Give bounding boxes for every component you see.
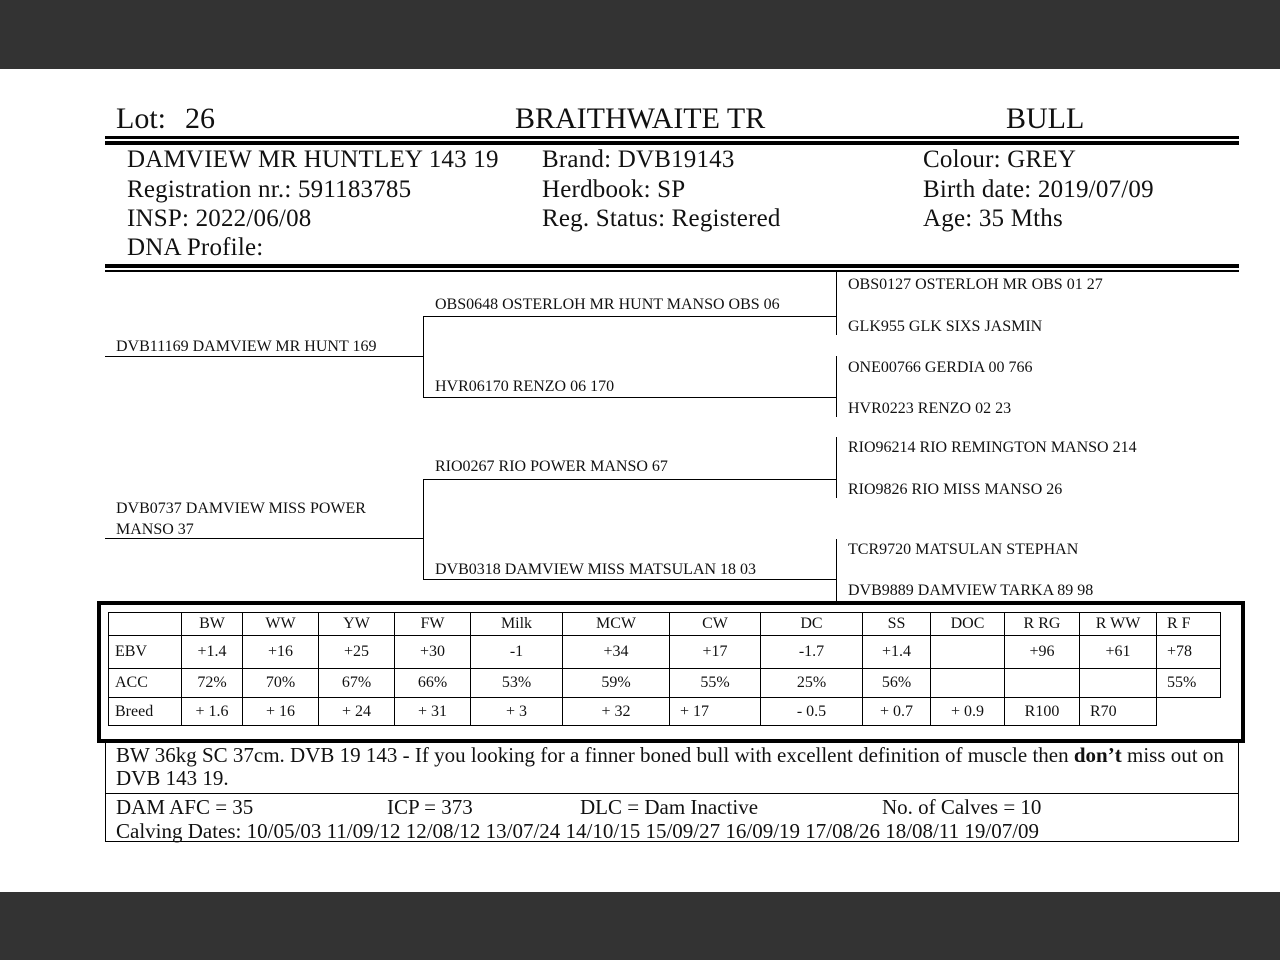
breed-cell: + 17 bbox=[670, 698, 761, 726]
dam-line bbox=[105, 538, 423, 539]
herdbook: Herdbook: SP bbox=[542, 176, 686, 203]
ebv-cell bbox=[931, 636, 1005, 669]
ebv-cell: +1.4 bbox=[182, 636, 243, 669]
pedigree-sire-dam: HVR06170 RENZO 06 170 bbox=[435, 378, 615, 395]
ebv-cell: +25 bbox=[319, 636, 395, 669]
acc-row bbox=[109, 669, 1221, 698]
ebv-header-cell: FW bbox=[395, 613, 471, 636]
ebv-header-cell: CW bbox=[670, 613, 761, 636]
ebv-cell: +34 bbox=[563, 636, 670, 669]
registration-status: Reg. Status: Registered bbox=[542, 205, 781, 232]
notes-text-post: miss out on DVB 143 19. bbox=[116, 743, 1224, 790]
header-rule-thin bbox=[105, 136, 1239, 139]
ebv-header-cell: DC bbox=[761, 613, 863, 636]
info-rule-thick bbox=[105, 264, 1239, 268]
lot-number: 26 bbox=[185, 102, 215, 135]
pedigree-ss-sire: OBS0127 OSTERLOH MR OBS 01 27 bbox=[848, 276, 1103, 293]
bottom-frame-bar bbox=[0, 892, 1280, 960]
acc-cell bbox=[931, 669, 1005, 698]
dam-calves-count: No. of Calves = 10 bbox=[882, 795, 1042, 819]
pedigree-sire-sire: OBS0648 OSTERLOH MR HUNT MANSO OBS 06 bbox=[435, 296, 780, 313]
dam-bracket bbox=[423, 479, 424, 579]
ebv-header-cell: Milk bbox=[471, 613, 563, 636]
pedigree-ds-dam: RIO9826 RIO MISS MANSO 26 bbox=[848, 481, 1063, 498]
age: Age: 35 Mths bbox=[923, 205, 1063, 232]
dam-sire-line bbox=[423, 479, 836, 480]
lot-label: Lot: bbox=[116, 102, 166, 135]
acc-cell: ACC bbox=[109, 669, 182, 698]
pedigree-ss-dam: GLK955 GLK SIXS JASMIN bbox=[848, 318, 1043, 335]
pedigree-dam-sire: RIO0267 RIO POWER MANSO 67 bbox=[435, 458, 668, 475]
breed-cell: + 31 bbox=[395, 698, 471, 726]
acc-cell: 67% bbox=[319, 669, 395, 698]
acc-cell: 55% bbox=[670, 669, 761, 698]
breed-cell: + 32 bbox=[563, 698, 670, 726]
ebv-cell: EBV bbox=[109, 636, 182, 669]
breed-cell: - 0.5 bbox=[761, 698, 863, 726]
pedigree-dd-dam: DVB9889 DAMVIEW TARKA 89 98 bbox=[848, 582, 1094, 599]
pedigree-sd-dam: HVR0223 RENZO 02 23 bbox=[848, 400, 1012, 417]
dam-icp: ICP = 373 bbox=[387, 795, 473, 819]
breed-cell: + 3 bbox=[471, 698, 563, 726]
ebv-cell: +17 bbox=[670, 636, 761, 669]
brand: Brand: DVB19143 bbox=[542, 146, 735, 173]
pedigree-dam-dam: DVB0318 DAMVIEW MISS MATSULAN 18 03 bbox=[435, 561, 757, 578]
top-frame-bar bbox=[0, 0, 1280, 69]
acc-cell: 56% bbox=[863, 669, 931, 698]
pedigree-sd-sire: ONE00766 GERDIA 00 766 bbox=[848, 359, 1033, 376]
birth-date: Birth date: 2019/07/09 bbox=[923, 176, 1154, 203]
header-rule-thick bbox=[105, 141, 1239, 145]
breed-cell: R100 bbox=[1005, 698, 1080, 726]
inspection-date: INSP: 2022/06/08 bbox=[127, 205, 312, 232]
acc-cell: 53% bbox=[471, 669, 563, 698]
ebv-cell: +16 bbox=[243, 636, 319, 669]
breed-cell: + 1.6 bbox=[182, 698, 243, 726]
ebv-table bbox=[108, 612, 1221, 726]
breed-cell: + 0.9 bbox=[931, 698, 1005, 726]
breed-row bbox=[109, 698, 1221, 726]
sd-bracket bbox=[836, 356, 837, 417]
ebv-row bbox=[109, 636, 1221, 669]
ebv-cell: +1.4 bbox=[863, 636, 931, 669]
info-rule-thin bbox=[105, 270, 1239, 272]
animal-sex: BULL bbox=[1006, 102, 1085, 135]
ebv-cell: -1 bbox=[471, 636, 563, 669]
pedigree-dam-line2: MANSO 37 bbox=[116, 521, 194, 538]
ebv-header-cell: R WW bbox=[1080, 613, 1157, 636]
ebv-header-cell: R F bbox=[1157, 613, 1221, 636]
ebv-header-cell: BW bbox=[182, 613, 243, 636]
acc-cell: 55% bbox=[1157, 669, 1221, 698]
notes-text bbox=[116, 744, 1226, 790]
sire-bracket bbox=[423, 316, 424, 398]
ebv-header-cell bbox=[109, 613, 182, 636]
ebv-cell: -1.7 bbox=[761, 636, 863, 669]
sire-dam-line bbox=[423, 397, 836, 398]
dam-dam-line bbox=[423, 579, 836, 580]
breed-cell: + 24 bbox=[319, 698, 395, 726]
ebv-header-cell: YW bbox=[319, 613, 395, 636]
ebv-header-cell: SS bbox=[863, 613, 931, 636]
pedigree-sire: DVB11169 DAMVIEW MR HUNT 169 bbox=[116, 338, 377, 355]
acc-cell: 59% bbox=[563, 669, 670, 698]
breed-cell: R70 bbox=[1080, 698, 1157, 726]
dam-afc: DAM AFC = 35 bbox=[116, 795, 254, 819]
ebv-cell: +30 bbox=[395, 636, 471, 669]
acc-cell bbox=[1005, 669, 1080, 698]
dna-profile: DNA Profile: bbox=[127, 234, 264, 261]
notes-text-bold: don’t bbox=[1073, 743, 1122, 767]
ebv-cell: +96 bbox=[1005, 636, 1080, 669]
pedigree-dam-line1: DVB0737 DAMVIEW MISS POWER bbox=[116, 500, 366, 517]
colour: Colour: GREY bbox=[923, 146, 1077, 173]
ebv-header-cell: MCW bbox=[563, 613, 670, 636]
notes-divider bbox=[105, 793, 1239, 794]
dd-bracket bbox=[836, 539, 837, 601]
dam-dlc: DLC = Dam Inactive bbox=[580, 795, 759, 819]
acc-cell bbox=[1080, 669, 1157, 698]
sire-line bbox=[105, 356, 423, 357]
acc-cell: 72% bbox=[182, 669, 243, 698]
ebv-cell: +78 bbox=[1157, 636, 1221, 669]
breeder-name: BRAITHWAITE TR bbox=[515, 102, 766, 135]
ebv-header-cell: WW bbox=[243, 613, 319, 636]
breed-cell: + 0.7 bbox=[863, 698, 931, 726]
ebv-header-row bbox=[109, 613, 1221, 636]
pedigree-ds-sire: RIO96214 RIO REMINGTON MANSO 214 bbox=[848, 439, 1137, 456]
acc-cell: 66% bbox=[395, 669, 471, 698]
sire-sire-line bbox=[423, 316, 836, 317]
pedigree-dd-sire: TCR9720 MATSULAN STEPHAN bbox=[848, 541, 1079, 558]
ds-bracket bbox=[836, 437, 837, 498]
animal-name: DAMVIEW MR HUNTLEY 143 19 bbox=[127, 146, 499, 173]
ebv-header-cell: DOC bbox=[931, 613, 1005, 636]
acc-cell: 70% bbox=[243, 669, 319, 698]
ss-bracket bbox=[836, 272, 837, 335]
calving-dates: Calving Dates: 10/05/03 11/09/12 12/08/12 13/07/24 14/10/15 15/09/27 16/09/19 17/08/26 18/08/11 19/07/09 bbox=[116, 819, 1040, 843]
notes-text-pre: BW 36kg SC 37cm. DVB 19 143 - If you looking for a finner boned bull with excellent definition of muscle then bbox=[116, 743, 1074, 767]
ebv-cell: +61 bbox=[1080, 636, 1157, 669]
breed-cell: + 16 bbox=[243, 698, 319, 726]
breed-cell: Breed bbox=[109, 698, 182, 726]
ebv-header-cell: R RG bbox=[1005, 613, 1080, 636]
acc-cell: 25% bbox=[761, 669, 863, 698]
registration-number: Registration nr.: 591183785 bbox=[127, 176, 412, 203]
